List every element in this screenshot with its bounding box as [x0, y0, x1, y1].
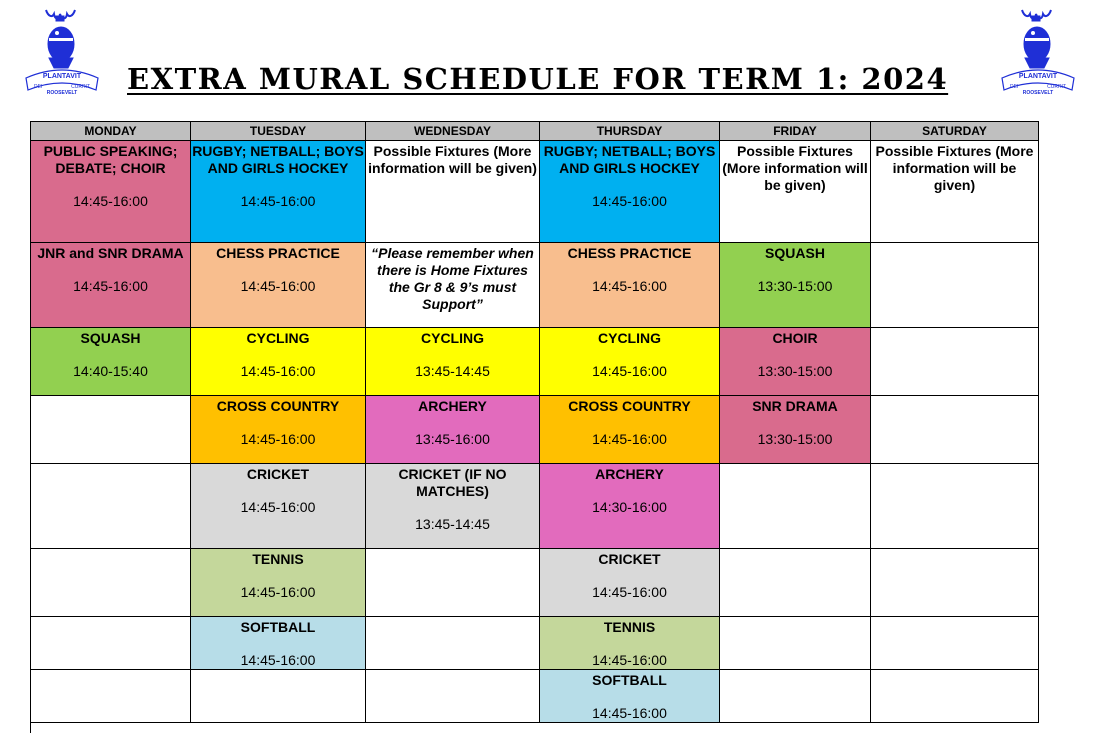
schedule-cell — [366, 243, 540, 328]
logo-left-word: DEI — [34, 84, 43, 90]
schedule-cell — [540, 243, 720, 328]
activity-name: CYCLING — [598, 330, 661, 346]
activity-time: 14:45-16:00 — [73, 193, 148, 209]
activity-name: RUGBY; NETBALL; BOYS AND GIRLS HOCKEY — [192, 143, 364, 176]
day-header-wednesday: WEDNESDAY — [366, 122, 540, 141]
schedule-cell — [191, 243, 366, 328]
activity-time: 14:45-16:00 — [240, 278, 316, 294]
schedule-cell — [31, 396, 191, 464]
activity-time: 14:45-16:00 — [592, 431, 667, 447]
schedule-cell — [720, 549, 871, 617]
schedule-row — [31, 670, 1039, 723]
schedule-row — [31, 396, 1039, 464]
schedule-row — [31, 328, 1039, 396]
schedule-cell — [871, 464, 1039, 549]
schedule-cell — [31, 328, 191, 396]
activity-time: 13:30-15:00 — [757, 363, 833, 379]
schedule-cell — [540, 464, 720, 549]
activity-name: SQUASH — [80, 330, 141, 346]
activity-time: 14:40-15:40 — [73, 363, 148, 379]
activity-name: SNR DRAMA — [752, 398, 838, 414]
schedule-cell — [31, 464, 191, 549]
schedule-cell — [191, 328, 366, 396]
schedule-cell — [540, 617, 720, 670]
logo-school-name: ROOSEVELT — [1022, 90, 1054, 96]
schedule-cell — [871, 617, 1039, 670]
activity-time: 14:45-16:00 — [592, 278, 667, 294]
activity-time: 14:30-16:00 — [592, 499, 667, 515]
schedule-cell — [871, 549, 1039, 617]
activity-time: 13:45-14:45 — [415, 516, 490, 532]
logo-right-word: CURRIT — [71, 84, 90, 90]
activity-time: 13:30-15:00 — [757, 278, 833, 294]
activity-name: CRICKET — [598, 551, 661, 567]
activity-name: CHESS PRACTICE — [567, 245, 692, 261]
schedule-row — [31, 243, 1039, 328]
schedule-cell — [191, 396, 366, 464]
day-header-monday: MONDAY — [31, 122, 191, 141]
schedule-cell — [366, 549, 540, 617]
activity-name: CHOIR — [772, 330, 818, 346]
schedule-row — [31, 464, 1039, 549]
activity-time: 13:45-14:45 — [415, 363, 490, 379]
activity-time: 14:45-16:00 — [592, 584, 667, 600]
schedule-cell — [871, 328, 1039, 396]
schedule-cell — [871, 141, 1039, 243]
activity-time: 14:45-16:00 — [240, 499, 316, 515]
schedule-cell — [540, 549, 720, 617]
activity-time: 14:45-16:00 — [240, 363, 316, 379]
schedule-cell — [366, 141, 540, 243]
activity-name: RUGBY; NETBALL; BOYS AND GIRLS HOCKEY — [543, 143, 716, 176]
schedule-table — [30, 121, 1039, 723]
activity-name: CROSS COUNTRY — [216, 398, 340, 414]
page-title: EXTRA MURAL SCHEDULE FOR TERM 1: 2024 — [127, 62, 949, 96]
activity-time: 14:45-16:00 — [240, 193, 316, 209]
schedule-cell — [366, 617, 540, 670]
activity-time: 13:45-16:00 — [415, 431, 490, 447]
schedule-cell — [366, 670, 540, 723]
schedule-cell — [366, 328, 540, 396]
schedule-cell — [871, 396, 1039, 464]
table-border-stub — [30, 720, 31, 733]
schedule-cell — [191, 464, 366, 549]
day-header-friday: FRIDAY — [720, 122, 871, 141]
schedule-cell — [720, 396, 871, 464]
day-header-saturday: SATURDAY — [871, 122, 1039, 141]
schedule-row — [31, 549, 1039, 617]
schedule-cell — [871, 243, 1039, 328]
activity-time: 14:45-16:00 — [240, 584, 316, 600]
schedule-cell — [720, 328, 871, 396]
activity-name: CYCLING — [421, 330, 484, 346]
activity-name: ARCHERY — [595, 466, 664, 482]
schedule-body — [31, 141, 1039, 723]
schedule-cell — [191, 617, 366, 670]
activity-time: 14:45-16:00 — [592, 705, 667, 721]
schedule-cell — [31, 549, 191, 617]
activity-name: Possible Fixtures (More information will be given) — [875, 143, 1034, 193]
reminder-note: “Please remember when there is Home Fixtures the Gr 8 & 9’s must Support” — [371, 245, 534, 312]
school-crest-logo-left — [22, 6, 102, 96]
schedule-cell — [720, 141, 871, 243]
activity-name: SOFTBALL — [240, 619, 316, 635]
activity-name: CROSS COUNTRY — [568, 398, 691, 414]
schedule-cell — [720, 617, 871, 670]
activity-name: TENNIS — [603, 619, 656, 635]
schedule-cell — [31, 243, 191, 328]
logo-motto-text: PLANTAVIT — [1018, 73, 1058, 80]
activity-name: PUBLIC SPEAKING; DEBATE; CHOIR — [43, 143, 178, 176]
day-header-row — [31, 122, 1039, 141]
schedule-row — [31, 141, 1039, 243]
activity-name: TENNIS — [252, 551, 304, 567]
schedule-cell — [31, 670, 191, 723]
activity-name: JNR and SNR DRAMA — [37, 245, 184, 261]
schedule-cell — [31, 617, 191, 670]
schedule-cell — [366, 464, 540, 549]
logo-right-word: CURRIT — [1047, 84, 1066, 90]
logo-left-word: DEI — [1010, 84, 1019, 90]
schedule-cell — [540, 670, 720, 723]
activity-time: 14:45-16:00 — [240, 652, 316, 668]
activity-time: 14:45-16:00 — [73, 278, 148, 294]
activity-name: CRICKET — [246, 466, 310, 482]
schedule-row — [31, 617, 1039, 670]
schedule-cell — [720, 464, 871, 549]
schedule-cell — [720, 670, 871, 723]
day-header-tuesday: TUESDAY — [191, 122, 366, 141]
logo-motto-text: PLANTAVIT — [42, 73, 82, 80]
schedule-cell — [871, 670, 1039, 723]
activity-name: SQUASH — [765, 245, 825, 261]
logo-school-name: ROOSEVELT — [46, 90, 78, 96]
activity-time: 14:45-16:00 — [240, 431, 316, 447]
schedule-cell — [540, 328, 720, 396]
schedule-cell — [366, 396, 540, 464]
activity-time: 13:30-15:00 — [757, 431, 833, 447]
schedule-cell — [31, 141, 191, 243]
activity-name: CYCLING — [246, 330, 310, 346]
school-crest-logo-right — [998, 6, 1078, 96]
activity-time: 14:45-16:00 — [592, 363, 667, 379]
activity-name: SOFTBALL — [592, 672, 667, 688]
activity-time: 14:45-16:00 — [592, 652, 667, 668]
schedule-cell — [540, 396, 720, 464]
schedule-cell — [720, 243, 871, 328]
activity-name: Possible Fixtures (More information will be given) — [722, 143, 868, 193]
schedule-cell — [191, 670, 366, 723]
schedule-cell — [191, 549, 366, 617]
schedule-cell — [540, 141, 720, 243]
day-header-thursday: THURSDAY — [540, 122, 720, 141]
activity-name: CHESS PRACTICE — [216, 245, 340, 261]
activity-name: CRICKET (IF NO MATCHES) — [398, 466, 507, 499]
activity-name: ARCHERY — [418, 398, 487, 414]
activity-time: 14:45-16:00 — [592, 193, 667, 209]
schedule-cell — [191, 141, 366, 243]
activity-name: Possible Fixtures (More information will be given) — [368, 143, 537, 176]
